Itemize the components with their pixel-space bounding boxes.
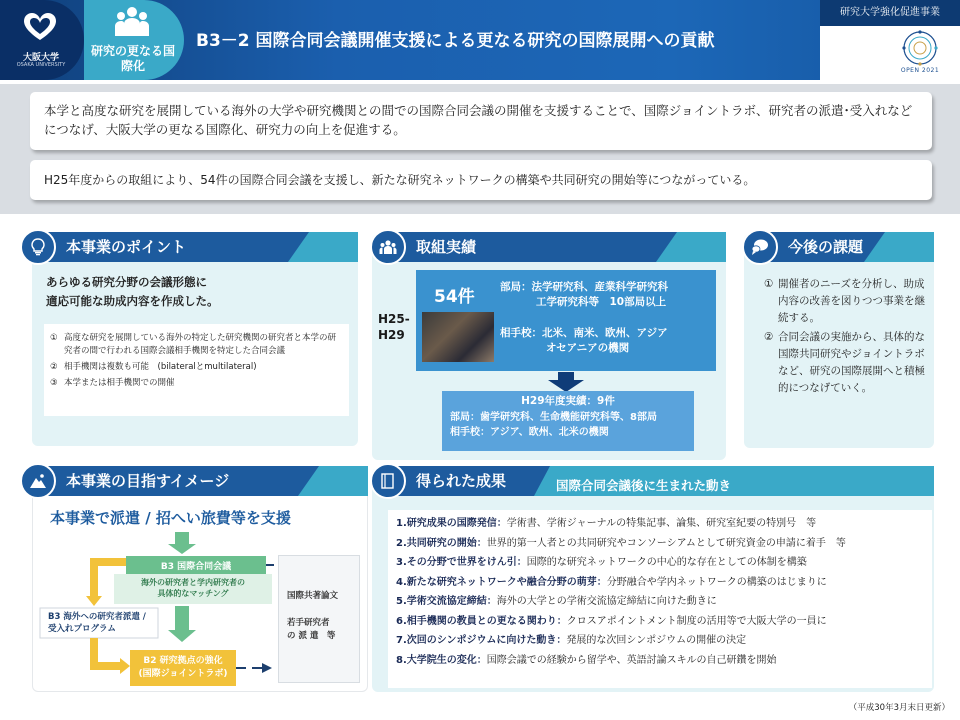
list-item: ② 合同会議の実施から、具体的な国際共同研究やジョイントラボなど、研究の国際展開へと積極的につなげていく。 <box>764 331 925 394</box>
h29-title: H29年度実績：9件 <box>521 395 615 407</box>
point-heading-label: 本事業のポイント <box>66 238 187 256</box>
update-footnote: （平成30年3月末日更新） <box>848 703 950 713</box>
down-arrow-icon <box>546 372 586 392</box>
image-heading <box>22 466 368 496</box>
people-icon <box>379 238 397 256</box>
image-title: 本事業で派遣 / 招へい旅費等を支援 <box>50 509 291 527</box>
point-heading <box>22 232 358 262</box>
matching-text: 海外の研究者と学内研究者の 具体的なマッチング <box>141 578 245 598</box>
open-2021-label: OPEN 2021 <box>900 67 940 74</box>
results-count: 54件 <box>434 287 475 307</box>
program-tag: 研究大学強化促進事業 <box>820 0 960 26</box>
output-dispatch: の 派 遣 等 <box>287 631 336 641</box>
h29-dept: 部局：歯学研究科、生命機能研究科等、8部局 <box>450 412 657 423</box>
open-2021-logo-icon <box>902 30 938 66</box>
h29-partner: 相手校：アジア、欧州、北米の機関 <box>450 427 609 438</box>
page-title: B3－2 国際合同会議開催支援による更なる研究の国際展開への貢献 <box>196 31 715 51</box>
b3-dispatch-box: B3 海外への研究者派遣 / 受入れプログラム <box>48 612 146 634</box>
results-period: H25- H29 <box>378 312 410 342</box>
lightbulb-icon <box>29 238 47 256</box>
conference-photo <box>422 312 494 362</box>
list-item: 7.次回のシンポジウムに向けた動き：発展的な次回シンポジウムの開催の決定 <box>396 635 747 646</box>
list-item: ① 高度な研究を展開している海外の特定した研究機関の研究者と本学の研究者の間で行われる国際会議相手機関を特定した合同会議 <box>50 333 337 356</box>
results-heading <box>372 232 726 262</box>
h29-results-box <box>442 391 694 451</box>
output-coauthored-papers: 国際共著論文 <box>287 591 339 601</box>
outputs-box <box>278 555 360 683</box>
outcomes-list <box>388 510 932 688</box>
point-lead-line1: あらゆる研究分野の会議形態に <box>46 275 207 289</box>
theme-label: 研究の更なる国際化 <box>90 44 175 73</box>
speech-bubble-icon <box>751 238 769 256</box>
results-details: 部局：法学研究科、産業科学研究科 工学研究科等 10部局以上 相手校：北米、南米、欧州、アジア オセアニアの機関 <box>500 281 668 354</box>
list-item: 1.研究成果の国際発信：学術書、学術ジャーナルの特集記事、論集、研究室紀要の特別号 等 <box>396 518 817 529</box>
intro-achievement: H25年度からの取組により、54件の国際合同会議を支援し、新たな研究ネットワークの構築や共同研究の開始等につながっている。 <box>30 160 932 200</box>
list-item: 2.共同研究の開始：世界的第一人者との共同研究やコンソーシアムとして研究資金の申請に着手 等 <box>396 537 846 549</box>
point-list <box>44 324 349 416</box>
outcomes-heading-label: 得られた成果 <box>416 472 507 490</box>
b2-research-hub-box: B2 研究拠点の強化 (国際ジョイントラボ) <box>138 656 228 679</box>
list-item: 8.大学院生の変化：国際会議での経験から留学や、英語討論スキルの自己研鑽を開始 <box>396 654 777 666</box>
university-name: 大阪大学 <box>22 53 59 63</box>
people-group-icon <box>114 6 150 38</box>
mountain-icon <box>29 472 47 490</box>
point-lead-line2: 適応可能な助成内容を作成した。 <box>46 294 219 308</box>
future-list <box>764 276 929 399</box>
list-item: 5.学術交流協定締結：海外の大学との学術交流協定締結に向けた動きに <box>396 596 717 607</box>
university-logo <box>0 0 84 80</box>
header <box>0 0 960 84</box>
results-heading-label: 取組実績 <box>416 238 477 256</box>
point-lead <box>46 273 346 311</box>
osaka-university-mark-icon <box>22 12 58 42</box>
list-item: ① 開催者のニーズを分析し、助成内容の改善を図りつつ事業を継続する。 <box>764 278 925 324</box>
list-item: ③ 本学または相手機関での開催 <box>50 378 175 388</box>
b3-conference-box: B3 国際合同会議 <box>160 562 232 572</box>
image-heading-label: 本事業の目指すイメージ <box>66 472 230 490</box>
list-item: 6.相手機関の教員との更なる関わり：クロスアポイントメント制度の活用等で大阪大学の一員に <box>396 615 827 627</box>
outcomes-subheading: 国際合同会議後に生まれた動き <box>556 478 732 493</box>
future-heading-label: 今後の課題 <box>788 238 864 256</box>
output-young-researchers: 若手研究者 <box>287 618 330 628</box>
theme-badge <box>84 0 184 80</box>
future-heading <box>744 232 934 262</box>
university-sub: OSAKA UNIVERSITY <box>16 62 66 68</box>
intro-summary: 本学と高度な研究を展開している海外の大学や研究機関との間での国際合同会議の開催を支援することで、国際ジョイントラボ、研究者の派遣･受入れなどにつなげ、大阪大学の更なる国際化、研究力の向上を促進する。 <box>30 92 932 150</box>
list-item: ② 相手機関は複数も可能 (bilateralとmultilateral) <box>50 362 257 372</box>
list-item: 3.その分野で世界をけん引：国際的な研究ネットワークの中心的な存在としての体制を構築 <box>396 557 807 568</box>
book-icon <box>379 472 397 490</box>
list-item: 4.新たな研究ネットワークや融合分野の萌芽：分野融合や学内ネットワークの構築のはじまりに <box>396 576 827 588</box>
